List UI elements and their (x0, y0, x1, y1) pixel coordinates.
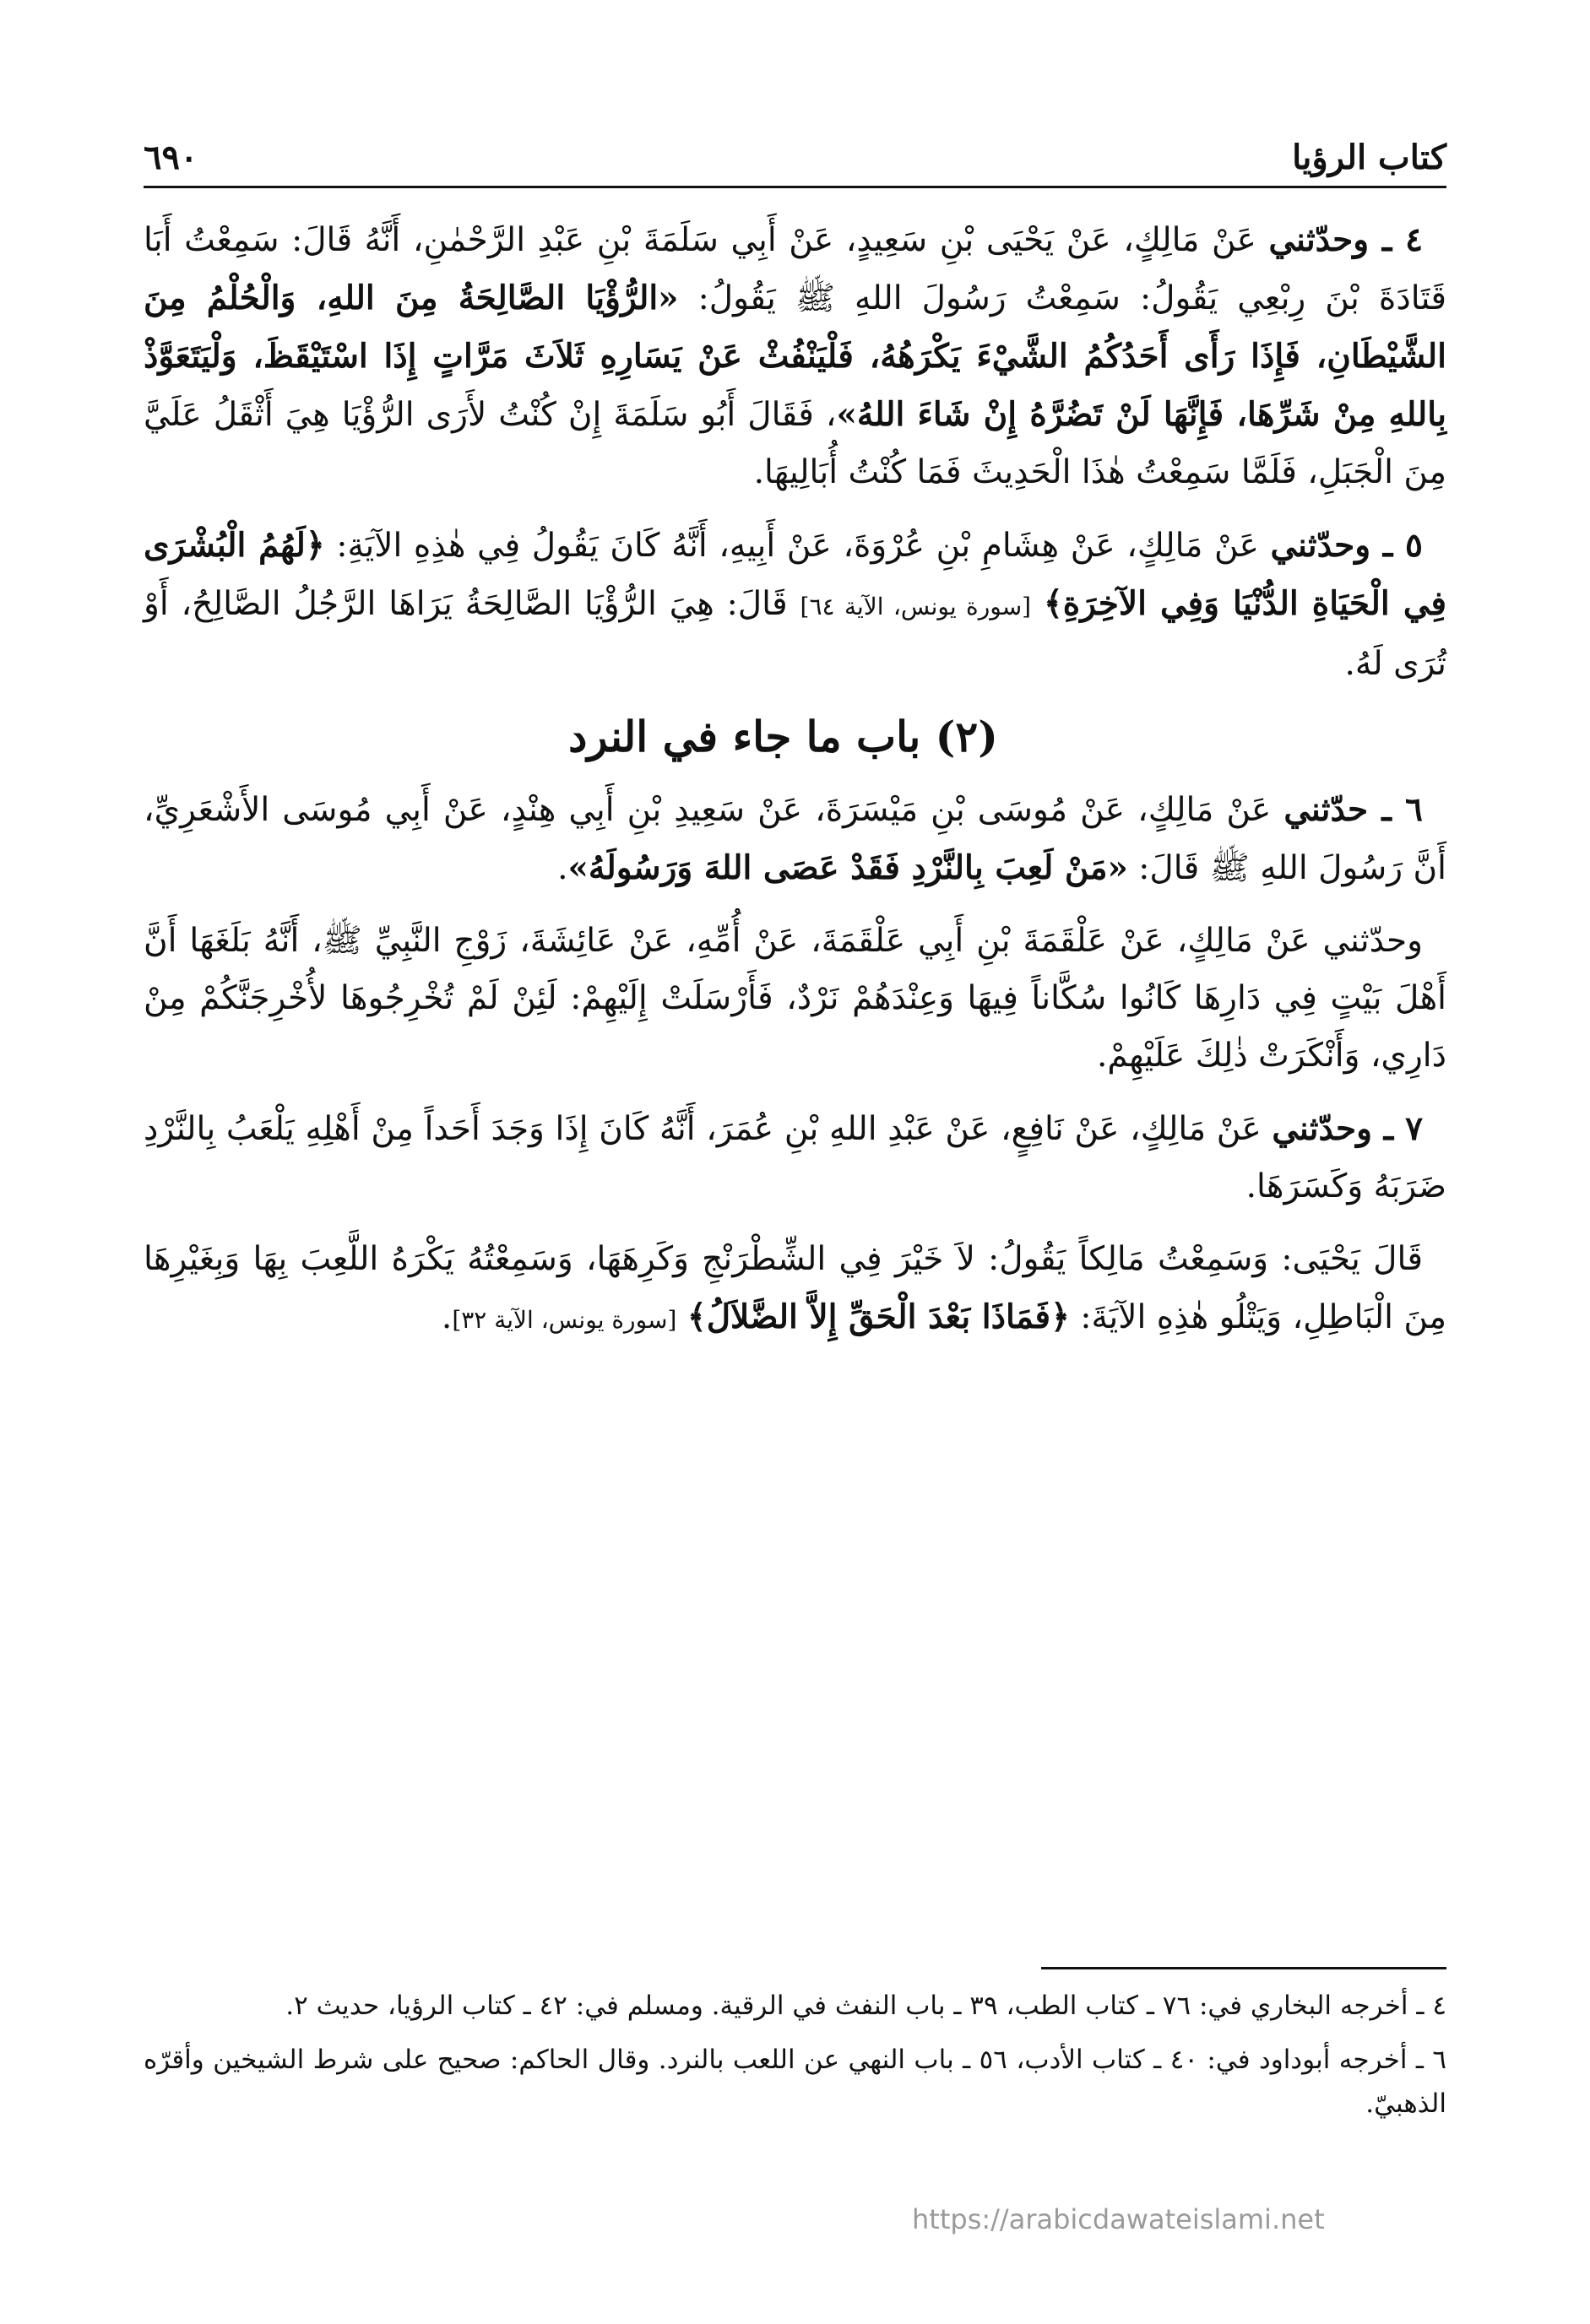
hadith-6-intro: عَنْ مَالِكٍ، عَنْ مُوسَى بْنِ مَيْسَرَةَ، عَنْ سَعِيدِ بْنِ أَبِي هِنْدٍ، عَنْ أَبِي مُوسَى الأَشْعَرِيِّ، أَنَّ رَسُولَ اللهِ ﷺ قَالَ: (144, 791, 1446, 887)
yahya-verse: ﴿فَمَاذَا بَعْدَ الْحَقِّ إِلاَّ الضَّلاَلُ﴾ (686, 1297, 1070, 1336)
footnotes (144, 1984, 1446, 2136)
chapter-title: (٢) باب ما جاء في النرد (568, 712, 998, 761)
hadith-5 (144, 517, 1446, 693)
page-number: ٦٩٠ (144, 138, 198, 177)
hadith-6-lead: ٦ ـ حدّثني (1283, 790, 1423, 829)
hadith-4-quote: «الرُّؤْيَا الصَّالِحَةُ مِنَ اللهِ، وَالْحُلْمُ مِنَ الشَّيْطَانِ، فَإِذَا رَأَى أَحَدُكُمُ الشَّيْءَ يَكْرَهُهُ، فَلْيَنْفُثْ عَنْ يَسَارِهِ ثَلاَثَ مَرَّاتٍ إِذَا اسْتَيْقَظَ، وَلْيَتَعَوَّذْ بِاللهِ مِنْ شَرِّهَا، فَإِنَّهَا لَنْ تَضُرَّهُ إِنْ شَاءَ اللهُ» (144, 279, 1446, 434)
main-text (144, 211, 1446, 1364)
book-title: كتاب الرؤيا (1292, 138, 1446, 177)
hadith-5-verse: ﴿لَهُمُ الْبُشْرَى فِي الْحَيَاةِ الدُّنْيَا وَفِي الآخِرَةِ﴾ (144, 526, 1446, 623)
footnote-divider (1041, 1967, 1446, 1969)
yahya-ref: [سورة يونس، الآية ٣٢] (452, 1306, 677, 1334)
watermark-url: https://arabicdawateislami.net (912, 2203, 1325, 2235)
page-header (144, 127, 1446, 188)
paragraph-aishah: وحدّثني عَنْ مَالِكٍ، عَنْ عَلْقَمَةَ بْنِ أَبِي عَلْقَمَةَ، عَنْ أُمِّهِ، عَنْ عَائِشَةَ، زَوْجِ النَّبِيِّ ﷺ، أَنَّهُ بَلَغَهَا أَنَّ أَهْلَ بَيْتٍ فِي دَارِهَا كَانُوا سُكَّاناً فِيهَا وَعِنْدَهُمْ نَرْدٌ، فَأَرْسَلَتْ إِلَيْهِمْ: لَئِنْ لَمْ تُخْرِجُوهَا لأُخْرِجَنَّكُمْ مِنْ دَارِي، وَأَنْكَرَتْ ذٰلِكَ عَلَيْهِمْ. (144, 922, 1446, 1075)
hadith-6 (144, 781, 1446, 897)
hadith-5-intro: عَنْ مَالِكٍ، عَنْ هِشَامِ بْنِ عُرْوَةَ، عَنْ أَبِيهِ، أَنَّهُ كَانَ يَقُولُ فِي هٰذِهِ الآيَةِ: (336, 527, 1259, 565)
hadith-5-ref: [سورة يونس، الآية ٦٤] (800, 593, 1032, 620)
hadith-7 (144, 1100, 1446, 1216)
hadith-7-lead: ٧ ـ وحدّثني (1272, 1109, 1424, 1148)
footnote-4: ٤ ـ أخرجه البخاري في: ٧٦ ـ كتاب الطب، ٣٩ ـ باب النفث في الرقية. ومسلم في: ٤٢ ـ كتاب الرؤيا، حديث ٢. (285, 1991, 1446, 2021)
hadith-4-lead: ٤ ـ وحدّثني (1268, 220, 1424, 259)
yahya-text: قَالَ يَحْيَى: وَسَمِعْتُ مَالِكاً يَقُولُ: لاَ خَيْرَ فِي الشِّطْرَنْجِ وَكَرِهَهَا، وَسَمِعْتُهُ يَكْرَهُ اللَّعِبَ بِهَا وَبِغَيْرِهَا مِنَ الْبَاطِلِ، وَيَتْلُو هٰذِهِ الآيَةَ: (144, 1240, 1446, 1336)
hadith-4-rest: ، فَقَالَ أَبُو سَلَمَةَ إِنْ كُنْتُ لأَرَى الرُّؤْيَا هِيَ أَثْقَلُ عَلَيَّ مِنَ الْجَبَلِ، فَلَمَّا سَمِعْتُ هٰذَا الْحَدِيثَ فَمَا كُنْتُ أُبَالِيهَا. (144, 396, 1446, 491)
hadith-4 (144, 211, 1446, 501)
hadith-7-text: عَنْ مَالِكٍ، عَنْ نَافِعٍ، عَنْ عَبْدِ اللهِ بْنِ عُمَرَ، أَنَّهُ كَانَ إِذَا وَجَدَ أَحَداً مِنْ أَهْلِهِ يَلْعَبُ بِالنَّرْدِ ضَرَبَهُ وَكَسَرَهَا. (144, 1110, 1446, 1205)
hadith-6-quote: «مَنْ لَعِبَ بِالنَّرْدِ فَقَدْ عَصَى اللهَ وَرَسُولَهُ» (567, 848, 1128, 887)
paragraph-yahya (144, 1231, 1446, 1349)
hadith-6-end: . (557, 849, 568, 887)
hadith-5-lead: ٥ ـ وحدّثني (1270, 526, 1423, 565)
yahya-end: . (441, 1298, 453, 1336)
hadith-4-intro: عَنْ مَالِكٍ، عَنْ يَحْيَى بْنِ سَعِيدٍ، عَنْ أَبِي سَلَمَةَ بْنِ عَبْدِ الرَّحْمٰنِ، أَنَّهُ قَالَ: سَمِعْتُ أَبَا قَتَادَةَ بْنَ رِبْعِي يَقُولُ: سَمِعْتُ رَسُولَ اللهِ ﷺ يَقُولُ: (144, 221, 1446, 317)
footnote-6: ٦ ـ أخرجه أبوداود في: ٤٠ ـ كتاب الأدب، ٥٦ ـ باب النهي عن اللعب بالنرد. وقال الحاكم: صحيح على شرط الشيخين وأقرّه الذهبيّ. (144, 2045, 1447, 2119)
hadith-5-rest: قَالَ: هِيَ الرُّؤْيَا الصَّالِحَةُ يَرَاهَا الرَّجُلُ الصَّالِحُ، أَوْ تُرَى لَهُ. (144, 585, 1446, 683)
